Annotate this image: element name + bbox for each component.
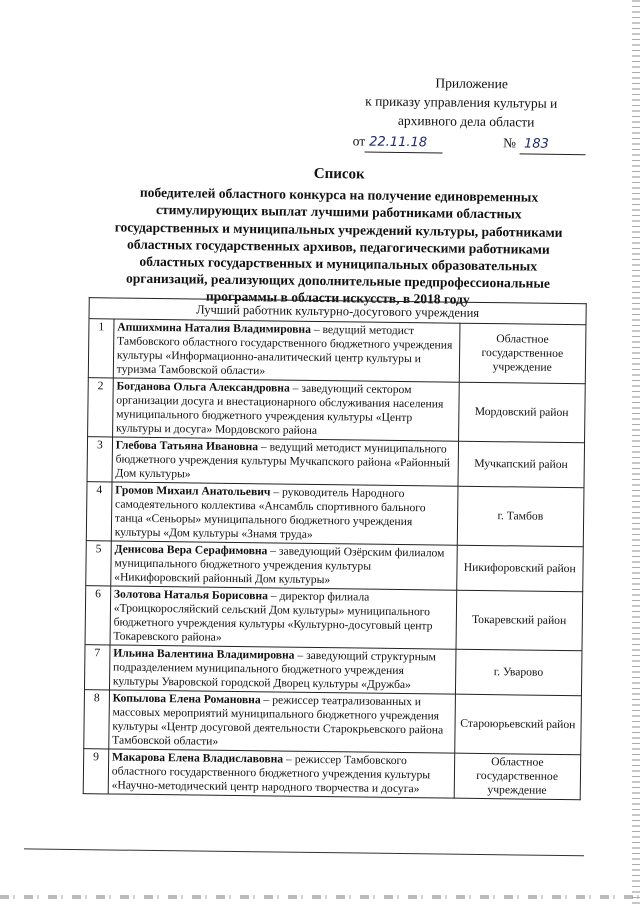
table-row (86, 482, 584, 547)
winner-position: – заведующий Озёрским филиалом муниципального бюджетного учреждения культуры «Никифоровский районный Дом культуры» (114, 544, 445, 587)
winner-description (109, 645, 455, 694)
winner-position: – ведущий методист Тамбовского областного государственного бюджетного учреждения культуры «Информационно-аналитический центр культуры и туризма Тамбовской области» (116, 322, 453, 378)
winner-location: Областное государственное учреждение (454, 753, 581, 800)
winner-name: Золотова Наталья Борисовна (113, 587, 269, 603)
appendix-block (353, 72, 614, 155)
winner-name: Макарова Елена Владиславовна (111, 750, 284, 766)
winner-location: Мордовский район (458, 382, 585, 443)
footer-rule (24, 848, 584, 856)
winner-location: Мучкапский район (457, 441, 584, 488)
winner-name: Апшихмина Наталия Владимировна (117, 320, 312, 336)
winner-description (111, 541, 457, 590)
winner-location: Никифоровский район (456, 545, 583, 592)
table-row (84, 645, 582, 696)
row-number: 2 (88, 378, 114, 437)
winner-location: Областное государственное учреждение (459, 323, 586, 384)
row-number: 3 (87, 437, 112, 482)
winner-name: Громов Михаил Анатольевич (115, 483, 271, 499)
winner-description (108, 749, 454, 798)
appendix-date-number (353, 131, 613, 155)
row-number: 8 (84, 690, 110, 749)
winner-location: Токаревский район (456, 590, 583, 651)
winner-description (112, 378, 458, 441)
table-row (83, 749, 581, 800)
date-prefix: от (352, 133, 366, 149)
title-line: областных государственных и муниципальных образовательных (139, 253, 538, 274)
title-line: программы в области искусств, в 2018 году (205, 289, 470, 308)
winner-location: г. Тамбов (457, 486, 584, 547)
scan-bottom-artifact (0, 895, 640, 899)
handwritten-number: 183 (520, 134, 586, 155)
row-number: 5 (86, 541, 111, 586)
table-row (88, 378, 586, 443)
winner-position: – заведующий сектором организации досуга и внестационарного обслуживания населения муниципального бюджетного учреждения культуры «Центр культуры и досуга» Мордовского района (115, 381, 444, 437)
title-line: государственных и муниципальных учреждений культуры, работниками (114, 219, 563, 240)
row-number: 7 (84, 645, 109, 690)
winners-table (83, 297, 587, 800)
winner-description (113, 319, 459, 382)
appendix-order-ref: к приказу управления культуры и (365, 93, 558, 111)
table-row (87, 437, 585, 488)
winner-name: Денисова Вера Серафимовна (114, 542, 268, 558)
winner-description (111, 482, 457, 545)
winner-position: – руководитель Народного самодеятельного коллектива «Ансамбль спортивного бального танца «Сеньоры» муниципального бюджетного учреждения культуры «Дом культуры «Знамя труда» (114, 485, 426, 541)
handwritten-date: 22.11.18 (365, 133, 443, 154)
winner-location: Староюрьевский район (454, 694, 581, 755)
title-line: областных государственных архивов, педагогическими работниками (127, 236, 550, 257)
category-header: Лучший работник культурно-досугового учреждения (89, 298, 586, 325)
row-number: 9 (83, 749, 108, 794)
row-number: 1 (88, 319, 114, 378)
winner-position: – режиссер Тамбовского областного государственного бюджетного учреждения культуры «Научно-методический центр народного творчества и досуга» (111, 752, 431, 796)
number-prefix: № (503, 135, 517, 151)
winner-name: Богданова Ольга Александровна (116, 379, 290, 395)
title-line: стимулирующих выплат лучшими работниками областных (155, 202, 522, 222)
title-heading: Список (313, 165, 365, 183)
table-row (85, 586, 583, 651)
table-row (84, 690, 582, 755)
winner-position: – заведующий структурным подразделением муниципального бюджетного учреждения культуры Уваровской городской Дворец культуры «Дружба» (112, 648, 437, 692)
appendix-title: Приложение (435, 75, 508, 92)
winner-location: г. Уварово (455, 649, 582, 696)
scan-edge-artifact (632, 0, 640, 905)
winner-name: Копылова Елена Романовна (112, 691, 261, 707)
winner-position: – ведущий методист муниципального бюджетного учреждения культуры Мучкапского района «Районный Дом культуры» (115, 440, 451, 481)
winner-description (112, 437, 458, 486)
winner-description (110, 586, 456, 649)
title-line: победителей областного конкурса на получение единовременных (139, 184, 539, 205)
winner-position: – режиссер театрализованных и массовых мероприятий муниципального бюджетного учреждения культуры «Центр досуговой деятельности Старокрьевского района Тамбовской области» (112, 693, 444, 748)
winner-position: – директор филиала «Троицкоросляйский сельский Дом культуры» муниципального бюджетного учреждения культуры «Культурно-досуговый центр Токаревского района» (113, 589, 433, 644)
table-row (88, 319, 586, 384)
row-number: 4 (86, 482, 112, 541)
winner-description (109, 690, 455, 753)
title-line: организаций, реализующих дополнительные предпрофессиональные (125, 270, 551, 292)
row-number: 6 (85, 586, 111, 645)
appendix-department: архивного дела области (397, 112, 535, 130)
document-title (93, 163, 585, 310)
table-row (86, 541, 584, 592)
winner-name: Ильина Валентина Владимировна (113, 646, 295, 662)
winner-name: Глебова Татьяна Ивановна (115, 438, 259, 454)
